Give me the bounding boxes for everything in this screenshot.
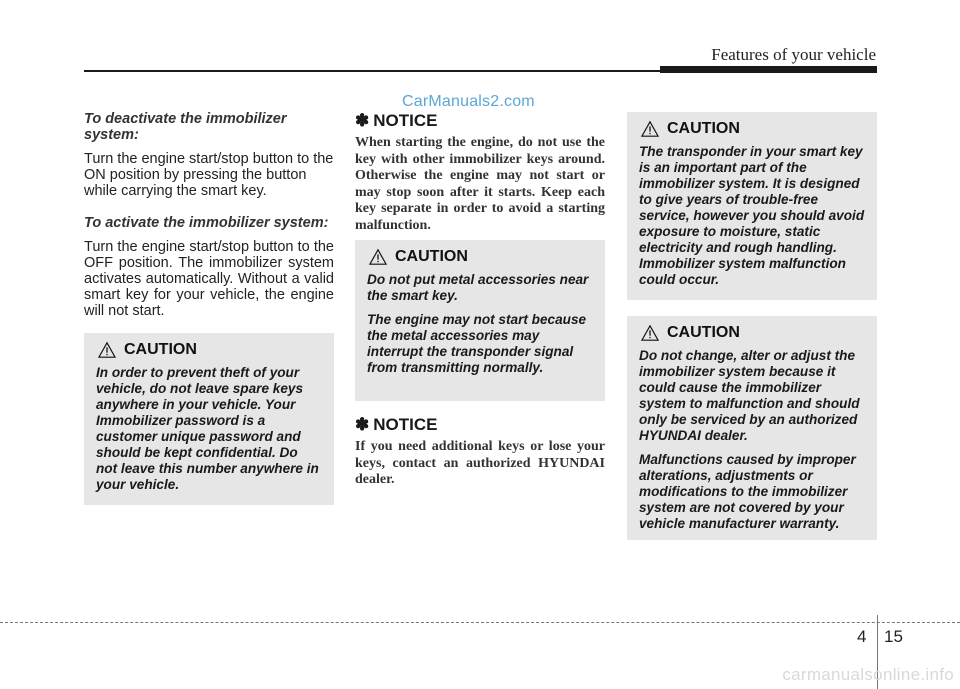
notice-title: NOTICE [373, 415, 438, 434]
header-rule-thick [660, 66, 877, 73]
chapter-number: 4 [857, 627, 867, 646]
column-1 [84, 111, 334, 335]
notice-star-icon: ✽ [355, 415, 370, 434]
deactivate-heading: To deactivate the immobilizer system: [84, 111, 287, 143]
column-2 [355, 111, 605, 234]
warning-triangle-icon [369, 248, 387, 266]
notice-heading [355, 111, 605, 131]
page-header-title: Features of your vehicle [711, 45, 876, 64]
activate-heading: To activate the immobilizer system: [84, 215, 329, 231]
caution-text-2: The engine may not start because the metal accessories may interrupt the transponder signal from transmitting normally. [367, 312, 587, 375]
caution-header [641, 324, 865, 342]
caution-box-alterations [627, 316, 877, 540]
caution-box-password [84, 333, 334, 505]
warning-triangle-icon [641, 120, 659, 138]
caution-header [369, 248, 593, 266]
notice-title: NOTICE [373, 111, 438, 130]
deactivate-body: Turn the engine start/stop button to the ON position by pressing the button while carrying the smart key. [84, 151, 334, 199]
notice-heading [355, 415, 605, 435]
watermark-top: CarManuals2.com [402, 93, 535, 110]
notice-text: When starting the engine, do not use the key with other immobilizer keys around. Otherwise the engine may not start or may stop soon after it starts. Keep each key separate in order to avoid a starting malfunction. [355, 135, 605, 233]
caution-title: CAUTION [667, 324, 740, 341]
caution-title: CAUTION [124, 341, 197, 358]
header-rule-thin [84, 70, 660, 72]
page-number: 15 [884, 627, 903, 646]
caution-header [641, 120, 865, 138]
footer-dashed-rule [0, 622, 960, 623]
caution-title: CAUTION [667, 120, 740, 137]
caution-header [98, 341, 322, 359]
caution-text: The transponder in your smart key is an important part of the immobilizer system. It is designed to give years of trouble-free service, however you should avoid exposure to moisture, static electricity and rough handling. Immobilizer system malfunction could occur. [639, 144, 865, 287]
notice-additional-keys [355, 415, 605, 489]
warning-triangle-icon [98, 341, 116, 359]
caution-text-1: Do not change, alter or adjust the immobilizer system because it could cause the immobilizer system to malfunction and should only be serviced by an authorized HYUNDAI dealer. [639, 348, 860, 443]
notice-text: If you need additional keys or lose your keys, contact an authorized HYUNDAI dealer. [355, 439, 605, 487]
caution-box-metal-accessories [355, 240, 605, 401]
warning-triangle-icon [641, 324, 659, 342]
caution-title: CAUTION [395, 248, 468, 265]
watermark-bottom: carmanualsonline.info [782, 665, 954, 684]
caution-box-transponder [627, 112, 877, 300]
caution-text: In order to prevent theft of your vehicle, do not leave spare keys anywhere in your vehicle. Your Immobilizer password is a customer unique password and should be kept confidential. Do not leave this number anywhere in your vehicle. [96, 365, 319, 492]
notice-star-icon: ✽ [355, 111, 370, 130]
caution-text-1: Do not put metal accessories near the smart key. [367, 272, 589, 303]
activate-body: Turn the engine start/stop button to the OFF position. The immobilizer system activates automatically. Without a valid smart key for your vehicle, the engine will not start. [84, 239, 334, 319]
caution-text-2: Malfunctions caused by improper alterations, adjustments or modifications to the immobilizer system are not covered by your vehicle manufacturer warranty. [639, 452, 856, 531]
